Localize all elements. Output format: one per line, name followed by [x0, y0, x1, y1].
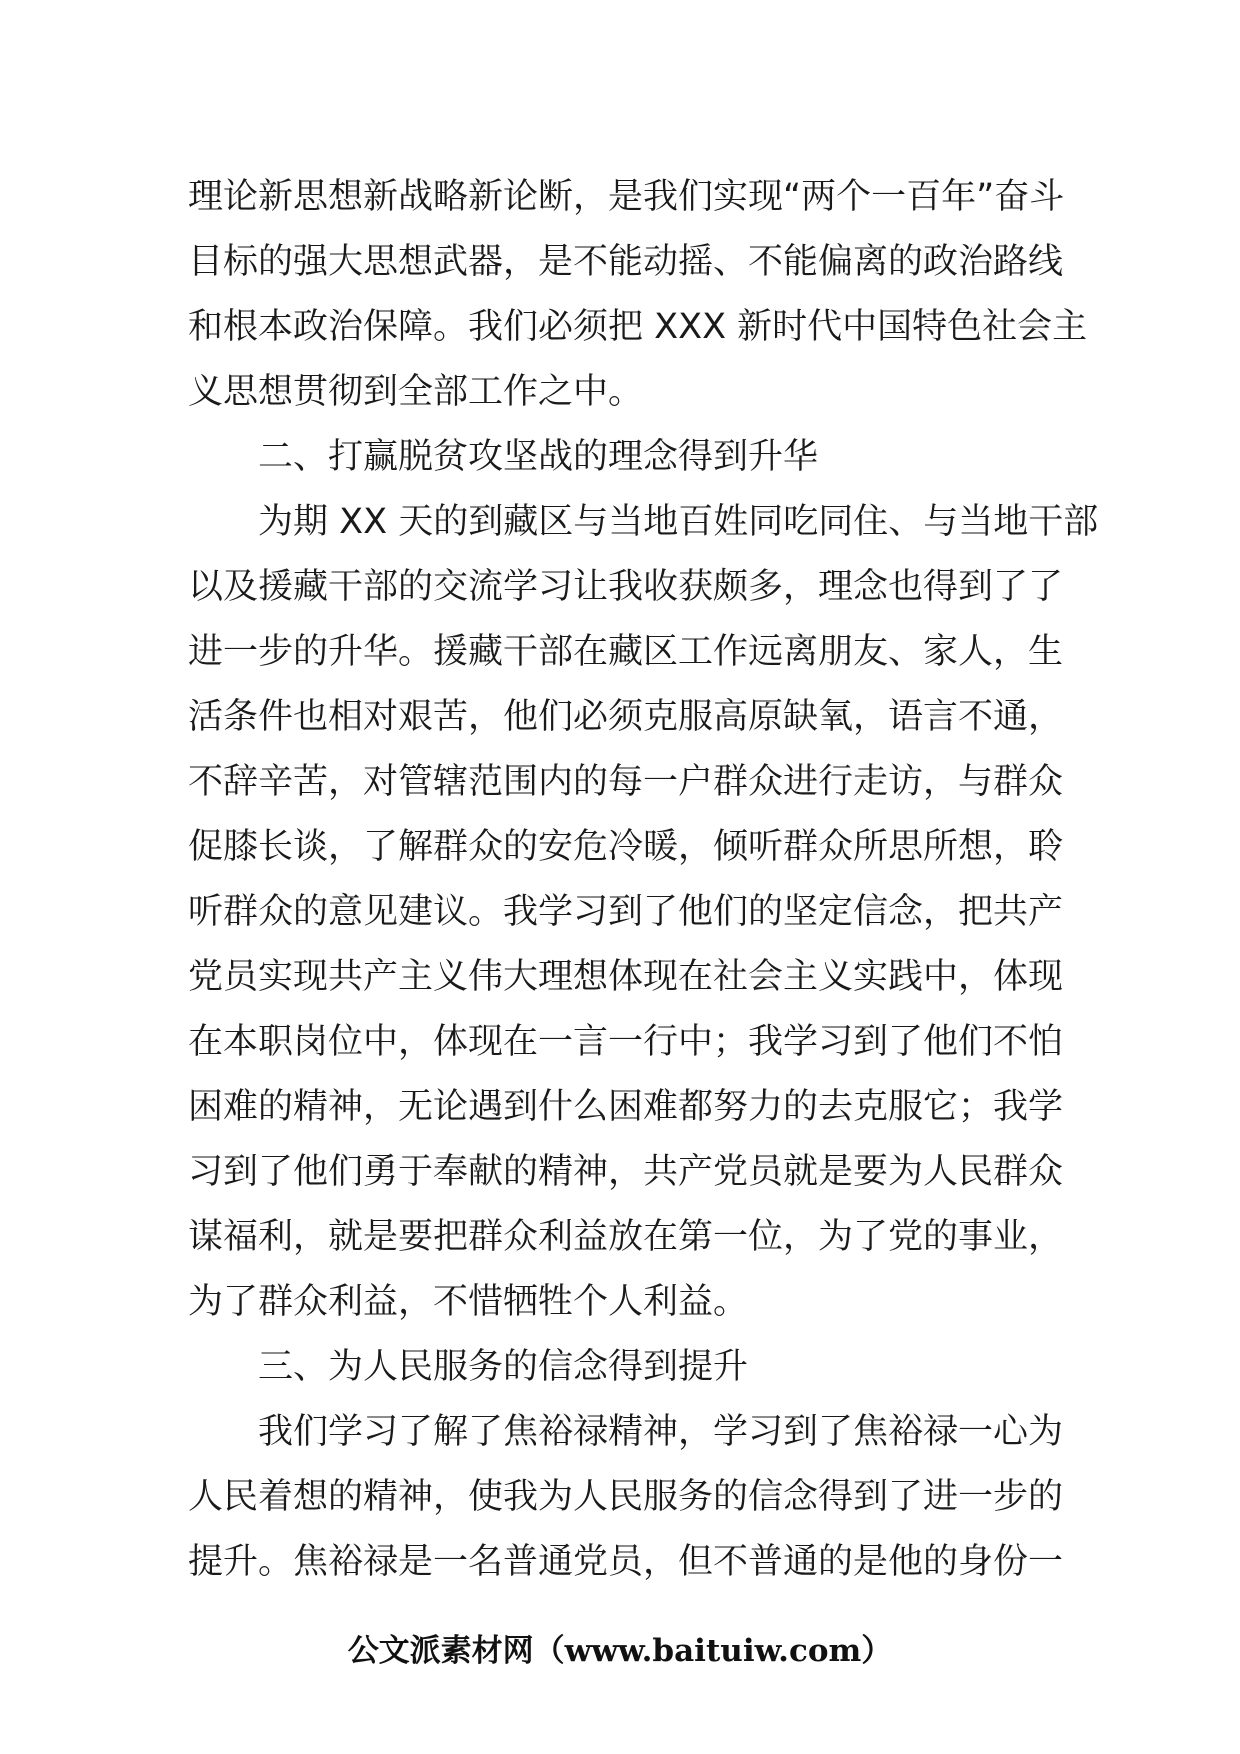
text-line: 义思想贯彻到全部工作之中。: [188, 372, 644, 412]
text-line: 和根本政治保障。我们必须把 XXX 新时代中国特色社会主: [188, 307, 1088, 347]
text-line: 进一步的升华。援藏干部在藏区工作远离朋友、家人，生: [188, 632, 1064, 672]
document-body: [188, 165, 1099, 1595]
text-line: 人民着想的精神，使我为人民服务的信念得到了进一步的: [188, 1477, 1064, 1517]
text-line: 以及援藏干部的交流学习让我收获颇多，理念也得到了了: [188, 567, 1064, 607]
text-line: 在本职岗位中，体现在一言一行中；我学习到了他们不怕: [188, 1022, 1064, 1062]
text-line: 为了群众利益，不惜牺牲个人利益。: [188, 1282, 749, 1322]
text-line: 目标的强大思想武器，是不能动摇、不能偏离的政治路线: [188, 242, 1064, 282]
section-heading-2: 二、打赢脱贫攻坚战的理念得到升华: [258, 437, 819, 477]
text-line: 谋福利，就是要把群众利益放在第一位，为了党的事业，: [188, 1217, 1064, 1257]
text-line: 习到了他们勇于奉献的精神，共产党员就是要为人民群众: [188, 1152, 1064, 1192]
text-line: 党员实现共产主义伟大理想体现在社会主义实践中，体现: [188, 957, 1064, 997]
text-line: 不辞辛苦，对管辖范围内的每一户群众进行走访，与群众: [188, 762, 1064, 802]
text-line: 提升。焦裕禄是一名普通党员，但不普通的是他的身份一: [188, 1542, 1064, 1582]
text-line: 活条件也相对艰苦，他们必须克服高原缺氧，语言不通，: [188, 697, 1064, 737]
text-line: 理论新思想新战略新论断，是我们实现“两个一百年”奋斗: [188, 177, 1065, 217]
text-line: 听群众的意见建议。我学习到了他们的坚定信念，把共产: [188, 892, 1064, 932]
text-line: 我们学习了解了焦裕禄精神，学习到了焦裕禄一心为: [258, 1412, 1064, 1452]
text-line: 困难的精神，无论遇到什么困难都努力的去克服它；我学: [188, 1087, 1064, 1127]
section-heading-3: 三、为人民服务的信念得到提升: [258, 1347, 749, 1387]
footer-watermark: 公文派素材网（www.baituiw.com）: [347, 1633, 893, 1669]
text-line: 为期 XX 天的到藏区与当地百姓同吃同住、与当地干部: [258, 502, 1099, 542]
text-line: 促膝长谈，了解群众的安危冷暖，倾听群众所思所想，聆: [188, 827, 1064, 867]
